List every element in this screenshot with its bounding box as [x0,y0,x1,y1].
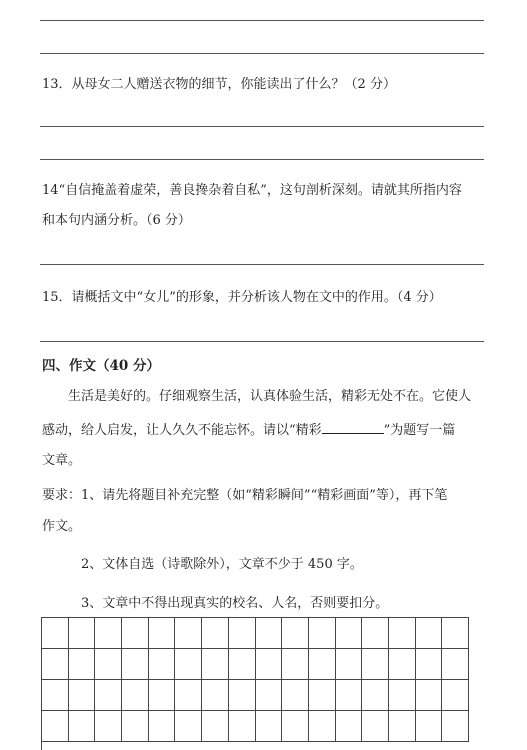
grid-cell[interactable] [282,649,309,680]
grid-cell[interactable] [42,711,69,742]
grid-cell[interactable] [122,711,149,742]
essay-prompt-line2 [42,420,455,440]
grid-cell[interactable] [416,649,443,680]
grid-cell[interactable] [175,711,202,742]
essay-prompt-line3: 文章。 [42,453,82,468]
grid-cell[interactable] [256,618,283,649]
grid-cell[interactable] [442,649,469,680]
grid-cell[interactable] [309,711,336,742]
answer-line[interactable] [40,264,484,265]
essay-prompt-line2-start: 感动，给人启发，让人久久不能忘怀。请以“精彩 [42,423,322,438]
essay-prompt-line2-end: ”为题写一篇 [383,423,456,438]
grid-cell[interactable] [282,618,309,649]
question-14-line2: 和本句内涵分析。（6 分） [42,213,191,228]
requirement-1-line2: 作文。 [42,519,82,534]
grid-cell[interactable] [202,711,229,742]
grid-cell[interactable] [256,711,283,742]
grid-cell[interactable] [309,649,336,680]
grid-cell[interactable] [416,711,443,742]
grid-cell[interactable] [122,680,149,711]
question-13: 13．从母女二人赠送衣物的细节，你能读出了什么？（2 分） [42,77,396,92]
grid-cell[interactable] [336,618,363,649]
answer-line[interactable] [40,159,484,160]
grid-cell[interactable] [149,680,176,711]
grid-cell[interactable] [442,618,469,649]
title-blank[interactable] [322,420,384,434]
grid-cell[interactable] [362,649,389,680]
grid-cell[interactable] [42,649,69,680]
grid-cell[interactable] [362,618,389,649]
grid-cell[interactable] [442,680,469,711]
grid-cell[interactable] [202,649,229,680]
grid-cell[interactable] [362,680,389,711]
grid-cell[interactable] [336,711,363,742]
grid-cell[interactable] [175,618,202,649]
grid-cell[interactable] [416,618,443,649]
grid-cell[interactable] [389,711,416,742]
question-15: 15．请概括文中“女儿”的形象，并分析该人物在文中的作用。（4 分） [42,290,442,305]
requirement-3: 3、文章中不得出现真实的校名、人名，否则要扣分。 [81,596,389,611]
grid-cell[interactable] [42,680,69,711]
grid-cell[interactable] [175,680,202,711]
grid-cell[interactable] [175,649,202,680]
grid-cell[interactable] [69,649,96,680]
answer-line[interactable] [40,126,484,127]
grid-cell[interactable] [95,711,122,742]
grid-cell[interactable] [229,711,256,742]
grid-cell[interactable] [95,618,122,649]
grid-cell[interactable] [42,618,69,649]
grid-cell[interactable] [362,711,389,742]
grid-cell[interactable] [336,680,363,711]
grid-cell[interactable] [229,618,256,649]
section-heading-essay: 四、作文（40 分） [42,358,160,374]
requirement-1-line1: 要求：1、请先将题目补充完整（如“精彩瞬间”“精彩画面”等），再下笔 [42,488,448,503]
grid-cell[interactable] [389,680,416,711]
question-14-line1: 14“自信掩盖着虚荣，善良搀杂着自私”，这句剖析深刻。请就其所指内容 [42,183,462,198]
answer-line[interactable] [40,341,484,342]
grid-cell[interactable] [69,680,96,711]
answer-line[interactable] [40,53,484,54]
answer-line[interactable] [40,20,484,21]
grid-cell[interactable] [336,649,363,680]
grid-cell[interactable] [309,680,336,711]
grid-cell[interactable] [149,711,176,742]
grid-cell[interactable] [442,711,469,742]
grid-cell[interactable] [256,649,283,680]
grid-cell[interactable] [309,618,336,649]
grid-cell[interactable] [256,680,283,711]
grid-cell[interactable] [149,618,176,649]
grid-cell[interactable] [282,680,309,711]
grid-cell[interactable] [122,618,149,649]
grid-cell[interactable] [202,680,229,711]
grid-cell[interactable] [389,618,416,649]
essay-prompt-line1: 生活是美好的。仔细观察生活，认真体验生活，精彩无处不在。它使人 [68,389,472,404]
grid-cell[interactable] [229,680,256,711]
grid-cell[interactable] [122,649,149,680]
grid-cell[interactable] [149,649,176,680]
grid-cell[interactable] [69,618,96,649]
essay-writing-grid[interactable] [41,617,469,750]
grid-cell[interactable] [229,649,256,680]
grid-cell[interactable] [95,680,122,711]
grid-cell[interactable] [95,649,122,680]
grid-cell[interactable] [416,680,443,711]
grid-cell[interactable] [202,618,229,649]
grid-cell[interactable] [69,711,96,742]
grid-cell[interactable] [389,649,416,680]
grid-cell[interactable] [282,711,309,742]
requirement-2: 2、文体自选（诗歌除外），文章不少于 450 字。 [81,557,363,572]
